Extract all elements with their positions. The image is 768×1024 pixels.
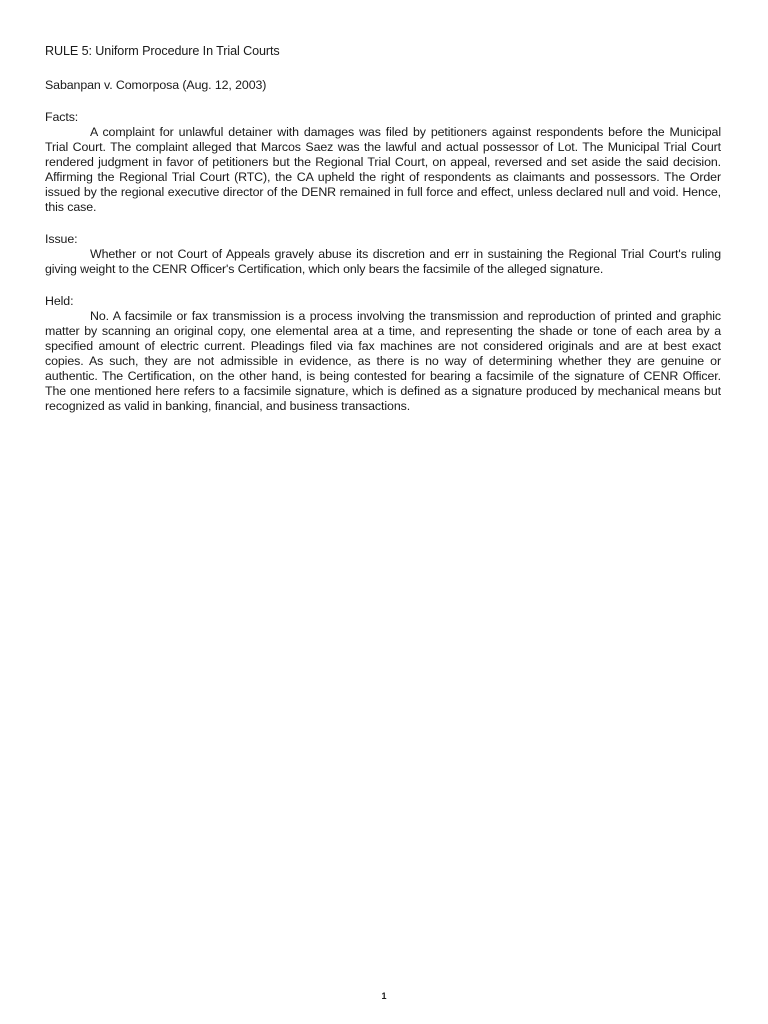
facts-section xyxy=(45,110,721,215)
issue-heading: Issue: xyxy=(45,232,78,246)
facts-paragraph: A complaint for unlawful detainer with damages was filed by petitioners against respondents before the Municipal Trial Court. The complaint alleged that Marcos Saez was the lawful and actual possessor of Lot. The Municipal Trial Court rendered judgment in favor of petitioners but the Regional Trial Court, on appeal, reversed and set aside the said decision. Affirming the Regional Trial Court (RTC), the CA upheld the right of respondents as claimants and possessors. The Order issued by the regional executive director of the DENR remained in full force and effect, unless declared null and void. Hence, this case. xyxy=(45,125,721,214)
document-page xyxy=(45,44,721,431)
held-paragraph: No. A facsimile or fax transmission is a process involving the transmission and reproduction of printed and graphic matter by scanning an original copy, one elemental area at a time, and representing the shade or tone of each area by a specified amount of electric current. Pleadings filed via fax machines are not considered originals and are at best exact copies. As such, they are not admissible in evidence, as there is no way of determining whether they are genuine or authentic. The Certification, on the other hand, is being contested for bearing a facsimile of the signature of CENR Officer. The one mentioned here refers to a facsimile signature, which is defined as a signature produced by mechanical means but recognized as valid in banking, financial, and business transactions. xyxy=(45,309,721,413)
page-number: 1 xyxy=(381,991,387,1001)
held-section xyxy=(45,294,721,414)
issue-section xyxy=(45,232,721,277)
held-heading: Held: xyxy=(45,294,74,308)
document-title: RULE 5: Uniform Procedure In Trial Courts xyxy=(45,44,280,58)
case-name: Sabanpan v. Comorposa (Aug. 12, 2003) xyxy=(45,78,267,92)
facts-heading: Facts: xyxy=(45,110,79,124)
issue-paragraph: Whether or not Court of Appeals gravely abuse its discretion and err in sustaining the Regional Trial Court's ruling giving weight to the CENR Officer's Certification, which only bears the facsimile of the alleged signature. xyxy=(45,247,721,276)
